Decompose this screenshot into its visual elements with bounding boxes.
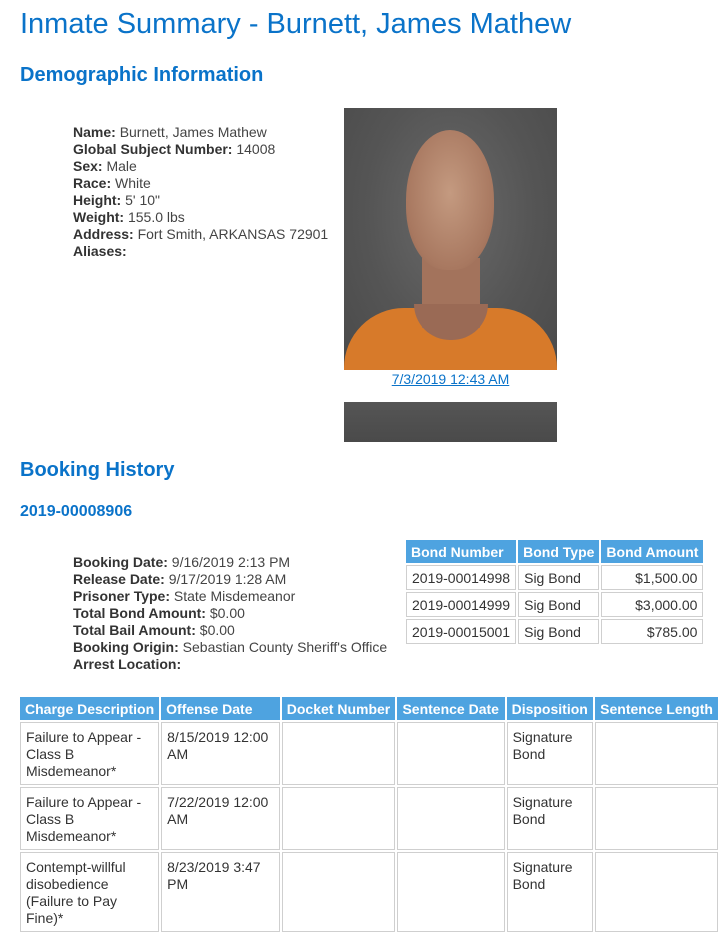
secondary-photo xyxy=(344,402,557,442)
field-race: Race: White xyxy=(73,175,151,191)
charge-header-sentence-length: Sentence Length xyxy=(595,697,718,720)
booking-number: 2019-00008906 xyxy=(20,503,133,520)
table-row xyxy=(20,852,718,932)
docket-number xyxy=(282,787,396,850)
booking-history-heading: Booking History xyxy=(20,459,175,481)
charge-header-disposition: Disposition xyxy=(507,697,594,720)
table-row xyxy=(20,787,718,850)
offense-date: 8/23/2019 3:47 PM xyxy=(161,852,280,932)
bond-amount: $785.00 xyxy=(601,619,703,644)
photo-date-link[interactable]: 7/3/2019 12:43 AM xyxy=(391,371,510,387)
sentence-date xyxy=(397,852,504,932)
field-sex: Sex: Male xyxy=(73,158,137,174)
charge-header-offense-date: Offense Date xyxy=(161,697,280,720)
charge-table-header xyxy=(20,697,718,720)
field-address: Address: Fort Smith, ARKANSAS 72901 xyxy=(73,226,329,242)
field-aliases: Aliases: xyxy=(73,243,127,259)
field-weight: Weight: 155.0 lbs xyxy=(73,209,185,225)
field-name: Name: Burnett, James Mathew xyxy=(73,124,267,140)
bond-header-type: Bond Type xyxy=(518,540,599,563)
disposition: Signature Bond xyxy=(507,787,594,850)
disposition: Signature Bond xyxy=(507,852,594,932)
bond-header-number: Bond Number xyxy=(406,540,516,563)
disposition: Signature Bond xyxy=(507,722,594,785)
page-title: Inmate Summary - Burnett, James Mathew xyxy=(20,8,572,40)
sentence-length xyxy=(595,722,718,785)
docket-number xyxy=(282,852,396,932)
field-height: Height: 5' 10" xyxy=(73,192,160,208)
offense-date: 8/15/2019 12:00 AM xyxy=(161,722,280,785)
field-booking-date: Booking Date: 9/16/2019 2:13 PM xyxy=(73,554,291,570)
docket-number xyxy=(282,722,396,785)
booking-info xyxy=(73,554,387,673)
demographics-heading: Demographic Information xyxy=(20,64,264,86)
bond-type: Sig Bond xyxy=(518,592,599,617)
bond-type: Sig Bond xyxy=(518,565,599,590)
table-row xyxy=(406,565,703,590)
field-release-date: Release Date: 9/17/2019 1:28 AM xyxy=(73,571,287,587)
sentence-length xyxy=(595,852,718,932)
bond-amount: $1,500.00 xyxy=(601,565,703,590)
table-row xyxy=(406,592,703,617)
bond-header-amount: Bond Amount xyxy=(601,540,703,563)
mugshot-photo xyxy=(344,108,557,370)
charge-description: Failure to Appear - Class B Misdemeanor* xyxy=(20,722,159,785)
field-total-bail-amount: Total Bail Amount: $0.00 xyxy=(73,622,235,638)
charge-description: Contempt-willful disobedience (Failure to Pay Fine)* xyxy=(20,852,159,932)
offense-date: 7/22/2019 12:00 AM xyxy=(161,787,280,850)
table-row xyxy=(20,722,718,785)
sentence-date xyxy=(397,787,504,850)
bond-number: 2019-00014999 xyxy=(406,592,516,617)
table-row xyxy=(406,619,703,644)
bond-amount: $3,000.00 xyxy=(601,592,703,617)
charge-header-docket-number: Docket Number xyxy=(282,697,396,720)
field-total-bond-amount: Total Bond Amount: $0.00 xyxy=(73,605,245,621)
charge-header-sentence-date: Sentence Date xyxy=(397,697,504,720)
sentence-date xyxy=(397,722,504,785)
charge-description: Failure to Appear - Class B Misdemeanor* xyxy=(20,787,159,850)
bond-table xyxy=(404,538,705,646)
field-prisoner-type: Prisoner Type: State Misdemeanor xyxy=(73,588,296,604)
field-booking-origin: Booking Origin: Sebastian County Sheriff's Office xyxy=(73,639,388,655)
bond-number: 2019-00015001 xyxy=(406,619,516,644)
demographic-info xyxy=(73,124,328,260)
bond-number: 2019-00014998 xyxy=(406,565,516,590)
bond-table-header xyxy=(406,540,703,563)
sentence-length xyxy=(595,787,718,850)
charge-header-description: Charge Description xyxy=(20,697,159,720)
field-global-subject-number: Global Subject Number: 14008 xyxy=(73,141,276,157)
field-arrest-location: Arrest Location: xyxy=(73,656,182,672)
charge-table xyxy=(18,695,720,934)
bond-type: Sig Bond xyxy=(518,619,599,644)
